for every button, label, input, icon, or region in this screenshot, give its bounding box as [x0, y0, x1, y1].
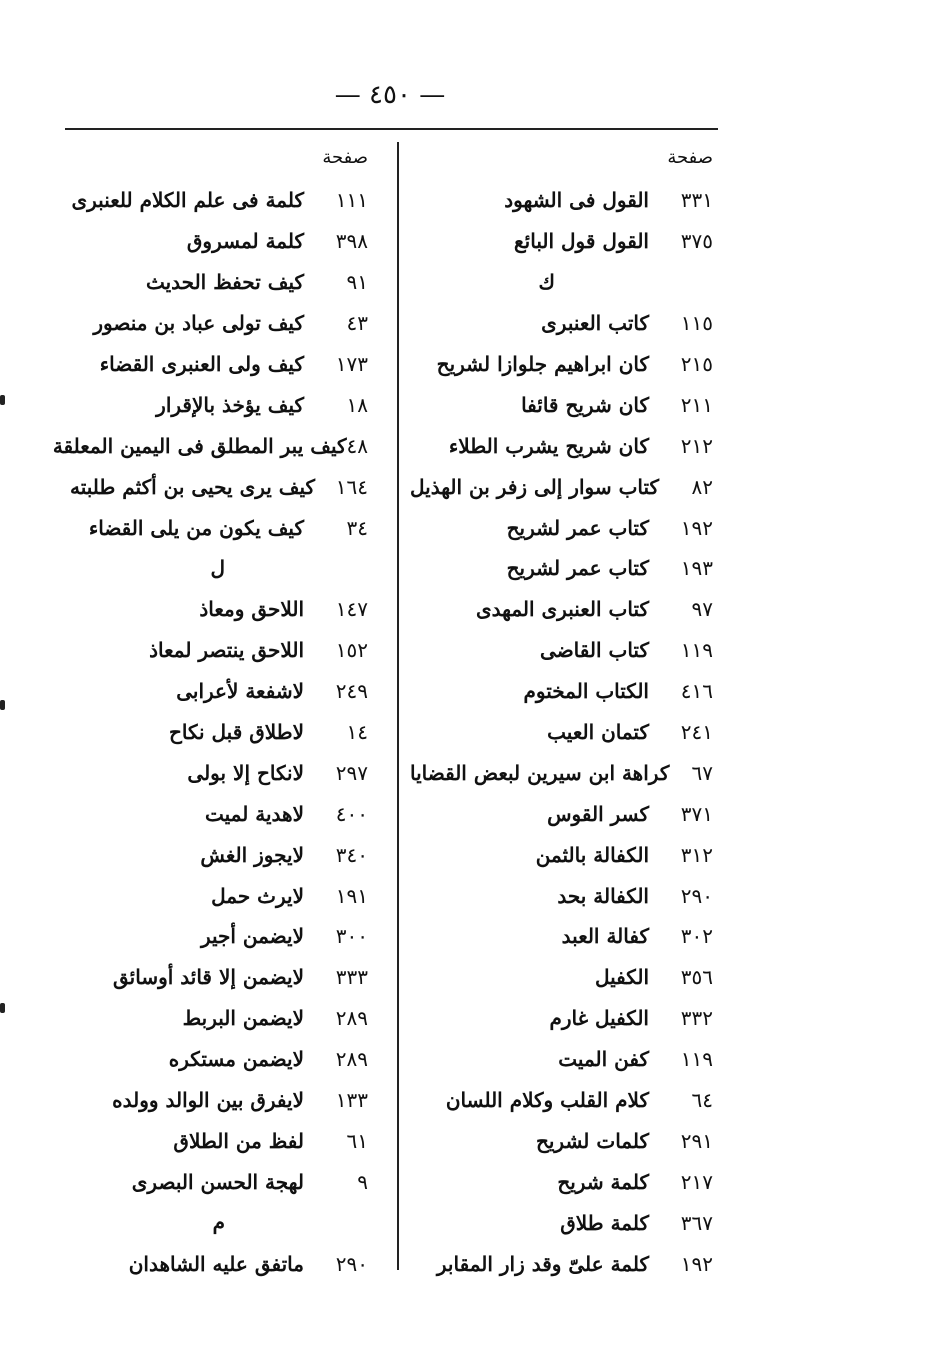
index-entry	[70, 1039, 370, 1080]
entry-title: كسر القوس	[547, 801, 649, 826]
entry-title: كلمة شريح	[557, 1169, 649, 1194]
index-entry	[410, 752, 715, 793]
index-entry	[70, 671, 370, 712]
index-entry	[70, 507, 370, 548]
index-entries	[410, 180, 715, 1284]
entry-page-number: ١٤	[346, 720, 368, 745]
entry-title: الكفالة بالثمن	[535, 842, 649, 867]
entry-page-number: ٨٢	[691, 474, 713, 499]
entry-title: الكتاب المختوم	[523, 679, 649, 704]
index-entry	[410, 507, 715, 548]
entry-page-number: ١٣٣	[335, 1088, 368, 1113]
entry-title: كلمة لمسروق	[186, 229, 304, 254]
index-entry	[410, 712, 715, 753]
entry-page-number: ٢٩٠	[680, 883, 713, 908]
index-entry	[70, 1080, 370, 1121]
entry-title: كيف ولى العنبرى القضاء	[99, 352, 304, 376]
entry-page-number: ٦٤	[691, 1088, 713, 1113]
entry-page-number: ٣٦٧	[680, 1210, 713, 1235]
entry-title: لايضمن البربط	[182, 1006, 304, 1031]
index-entry	[410, 916, 715, 957]
entry-title: كتاب عمر لشريح	[506, 556, 649, 581]
right-column	[410, 140, 715, 1284]
index-entry	[70, 916, 370, 957]
index-entry	[410, 344, 715, 385]
index-entry	[410, 875, 715, 916]
entry-title: الكفيل	[595, 965, 649, 990]
entry-page-number: ٢١٢	[680, 433, 713, 458]
entry-title: لانكاح إلا بولى	[187, 760, 304, 785]
entry-page-number: ٢٨٩	[335, 1006, 368, 1031]
entry-page-number: ٢٩١	[680, 1128, 713, 1153]
index-entry	[410, 425, 715, 466]
entry-page-number: ٣٥٦	[680, 965, 713, 990]
entry-title: كلمة طلاق	[560, 1210, 649, 1235]
index-entry	[70, 1243, 370, 1284]
entry-page-number: ١١٥	[680, 311, 713, 336]
entry-title: لايضمن مستكره	[168, 1047, 304, 1072]
index-entry	[410, 834, 715, 875]
entry-title: كفن الميت	[558, 1047, 649, 1072]
entry-title: لايرث حمل	[211, 883, 304, 908]
index-entry	[410, 589, 715, 630]
entry-title: اللاحق ينتصر لمعاذ	[149, 638, 304, 663]
entry-title: كتاب سوار إلى زفر بن الهذيل	[410, 474, 660, 499]
entry-title: كتاب العنبرى المهدى	[475, 597, 649, 622]
entry-title: لايفرق بين الوالد وولده	[112, 1088, 304, 1113]
entry-page-number: ٤٣	[346, 311, 368, 336]
entry-title: كتاب القاضى	[540, 638, 649, 663]
entry-title: كتمان العيب	[547, 720, 649, 745]
index-entry	[70, 466, 370, 507]
index-entry	[70, 344, 370, 385]
index-entry	[70, 793, 370, 834]
index-entry	[410, 1039, 715, 1080]
entry-page-number: ٣٩٨	[335, 229, 368, 254]
entry-page-number: ٤٨	[346, 433, 368, 458]
entry-title: كتاب عمر لشريح	[506, 515, 649, 540]
entry-page-number: ٦١	[346, 1128, 368, 1153]
page-number: — ٤٥٠ —	[334, 80, 446, 110]
entry-title: كفالة العبد	[561, 924, 649, 949]
entry-page-number: ٦٧	[691, 760, 713, 785]
entry-title: لايضمن إلا قائد أوسائق	[113, 965, 304, 990]
index-entry	[70, 1120, 370, 1161]
entry-page-number: ٩١	[346, 270, 368, 295]
entry-title: كلمات لشريح	[535, 1128, 649, 1153]
index-entries	[52, 180, 370, 1284]
entry-page-number: ١٥٢	[335, 638, 368, 663]
index-entry	[410, 1120, 715, 1161]
entry-page-number: ٢٩٠	[335, 1251, 368, 1276]
page-column-heading: صفحة	[667, 147, 713, 168]
entry-title: الكفالة بحد	[557, 883, 649, 908]
left-column	[52, 140, 370, 1284]
page-column-heading: صفحة	[322, 147, 368, 168]
entry-title: كلام القلب وكلام اللسان	[445, 1088, 649, 1113]
entry-page-number: ١٩٢	[680, 1251, 713, 1276]
entry-page-number: ١٧٣	[335, 352, 368, 376]
index-entry	[410, 793, 715, 834]
entry-page-number: ٤١٦	[680, 679, 713, 704]
entry-page-number: ٣٤٠	[335, 842, 368, 867]
entry-page-number: ٣٤	[346, 515, 368, 540]
entry-page-number: ٣١٢	[680, 842, 713, 867]
entry-page-number: ٢١١	[680, 392, 713, 417]
entry-title: لاطلاق قبل نكاح	[168, 720, 304, 745]
index-entry	[70, 262, 370, 303]
entry-title: كيف يرى يحيى بن أكثم طلبته	[70, 474, 316, 499]
entry-title: كان شريح يشرب الطلاء	[448, 433, 649, 458]
entry-page-number: ٣٣١	[680, 188, 713, 213]
entry-title: كان ابراهيم جلوازا لشريح	[436, 352, 649, 376]
index-entry	[70, 180, 370, 221]
entry-title: لاهدية لميت	[204, 801, 304, 826]
entry-title: لهجة الحسن البصرى	[131, 1169, 304, 1194]
index-entry	[70, 998, 370, 1039]
entry-page-number: ٣٣٢	[680, 1006, 713, 1031]
index-entry	[52, 425, 370, 466]
entry-page-number: ٢٤٩	[335, 679, 368, 704]
index-entry	[70, 834, 370, 875]
index-entry	[70, 589, 370, 630]
index-entry	[410, 671, 715, 712]
margin-mark	[0, 700, 5, 710]
entry-page-number: ١١٩	[680, 1047, 713, 1072]
entry-title: القول قول البائع	[514, 229, 649, 254]
index-entry	[410, 630, 715, 671]
index-entry	[410, 303, 715, 344]
entry-page-number: ١٩٣	[680, 556, 713, 581]
entry-title: اللاحق ومعاذ	[199, 597, 304, 622]
entry-page-number: ٣٧١	[680, 801, 713, 826]
entry-page-number: ١٦٤	[335, 474, 368, 499]
entry-page-number: ٢٩٧	[335, 760, 368, 785]
entry-title: كان شريح قائفا	[521, 392, 649, 417]
index-entry	[410, 180, 715, 221]
entry-title: ماتفق عليه الشاهدان	[128, 1251, 304, 1276]
header-rule	[65, 128, 718, 130]
index-entry	[410, 1202, 715, 1243]
entry-page-number: ٢٤١	[680, 720, 713, 745]
entry-title: كاتب العنبرى	[541, 311, 649, 336]
index-entry	[410, 957, 715, 998]
index-entry	[70, 875, 370, 916]
entry-page-number: ٣٠٠	[335, 924, 368, 949]
section-letter: م	[212, 1210, 225, 1235]
entry-title: لايجوز الغش	[200, 842, 304, 867]
entry-title: كيف يؤخذ بالإقرار	[156, 392, 304, 417]
column-divider	[397, 142, 399, 1270]
index-entry	[410, 384, 715, 425]
entry-title: كيف يكون من يلى القضاء	[88, 515, 304, 540]
entry-page-number: ١١١	[335, 188, 368, 213]
entry-page-number: ٣٧٥	[680, 229, 713, 254]
entry-title: كيف يبر المطلق فى اليمين المعلقة	[52, 433, 347, 458]
entry-page-number: ١٩٢	[680, 515, 713, 540]
index-entry	[70, 712, 370, 753]
entry-title: لاشفعة لأعرابى	[176, 679, 304, 704]
index-entry	[70, 384, 370, 425]
index-entry	[70, 1161, 370, 1202]
index-entry	[410, 548, 715, 589]
entry-title: لايضمن أجير	[200, 924, 304, 949]
entry-page-number: ١١٩	[680, 638, 713, 663]
index-entry	[70, 957, 370, 998]
entry-page-number: ٣٠٢	[680, 924, 713, 949]
entry-title: كيف تولى عباد بن منصور	[93, 311, 304, 336]
index-entry	[70, 752, 370, 793]
entry-page-number: ٢٨٩	[335, 1047, 368, 1072]
entry-page-number: ٤٠٠	[335, 801, 368, 826]
entry-page-number: ٢١٧	[680, 1169, 713, 1194]
index-entry	[410, 1161, 715, 1202]
entry-page-number: ٩	[357, 1169, 368, 1194]
entry-page-number: ١٩١	[335, 883, 368, 908]
entry-page-number: ٢١٥	[680, 352, 713, 376]
section-letter: ك	[538, 269, 555, 294]
index-entry	[410, 221, 715, 262]
entry-title: القول فى الشهود	[504, 188, 649, 213]
section-letter: ل	[210, 556, 225, 581]
entry-page-number: ١٨	[346, 392, 368, 417]
entry-page-number: ٣٣٣	[335, 965, 368, 990]
index-entry	[410, 1080, 715, 1121]
entry-page-number: ٩٧	[691, 597, 713, 622]
entry-title: كلمة علىّ وقد زار المقابر	[436, 1251, 649, 1276]
index-entry	[70, 630, 370, 671]
entry-title: كراهة ابن سيرين لبعض القضايا	[410, 760, 670, 785]
index-entry	[70, 303, 370, 344]
index-entry	[410, 1243, 715, 1284]
entry-title: كيف تحفظ الحديث	[145, 270, 304, 295]
index-entry	[70, 221, 370, 262]
margin-mark	[0, 1003, 5, 1013]
entry-title: كلمة فى علم الكلام للعنبرى	[71, 188, 304, 213]
index-entry	[410, 466, 715, 507]
entry-title: الكفيل غارم	[549, 1006, 649, 1031]
entry-page-number: ١٤٧	[335, 597, 368, 622]
margin-mark	[0, 395, 5, 405]
entry-title: لفظ من الطلاق	[173, 1128, 304, 1153]
index-entry	[410, 998, 715, 1039]
